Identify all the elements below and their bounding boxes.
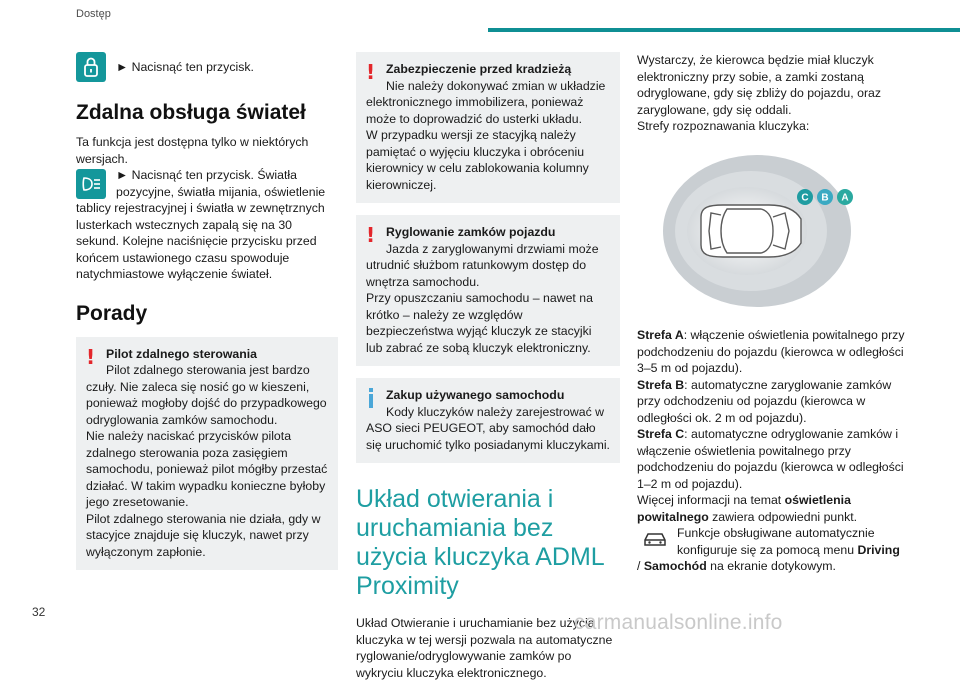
remote-note-title: Pilot zdalnego sterowania <box>106 346 258 361</box>
info-icon <box>366 388 378 408</box>
remote-control-note <box>76 337 338 571</box>
menu-car: Samochód <box>643 559 707 573</box>
zone-a-text: : włączenie oświetlenia powitalnego przy podchodzeniu do pojazdu (kierowca w odległości 3–5 m od pojazdu). <box>637 328 905 375</box>
column-left <box>76 52 338 570</box>
used-note-first-line: Kody kluczyków należy zarejestrować w <box>386 404 605 419</box>
lock-note-first-line: Jazda z zaryglowanymi drzwiami może <box>386 241 599 256</box>
remote-lights-step <box>76 167 338 283</box>
zone-b-label: Strefa B <box>637 377 685 392</box>
headlight-icon <box>76 169 106 199</box>
config-second: konfiguruje się za pomocą menu <box>677 542 858 557</box>
watermark: carmanualsonline.info <box>574 611 783 634</box>
page-number: 32 <box>32 605 46 619</box>
used-note-title: Zakup używanego samochodu <box>386 388 565 402</box>
column-right <box>637 52 905 575</box>
theft-note-title: Zabezpieczenie przed kradzieżą <box>386 62 572 76</box>
door-locking-note <box>356 215 620 366</box>
welcome-lighting-link[interactable]: oświetlenia powitalnego <box>637 493 851 524</box>
remote-note-rest <box>86 379 328 561</box>
used-note-rest <box>366 420 610 453</box>
remote-note-first-line: Pilot zdalnego sterowania jest bardzo <box>106 363 310 377</box>
remote-lights-heading: Zdalna obsługa świateł <box>76 101 306 124</box>
adml-heading: Układ otwierania i uruchamiania bez użycia kluczyka ADML Proximity <box>356 485 604 600</box>
proximity-intro: Wystarczy, że kierowca będzie miał kluczyk elektroniczny przy sobie, a zamki zostaną odryglowane, gdy się zbliży do pojazdu, oraz zaryglowane, gdy się oddali. <box>637 53 882 117</box>
adml-body: Układ Otwieranie i uruchamianie bez użycia kluczyka w tej wersji pozwala na automatyczne ryglowanie/odryglowywanie zamków po wykryciu kluczyka elektronicznego. <box>356 616 613 680</box>
more-info-prefix: Więcej informacji na temat <box>637 493 785 507</box>
column-middle <box>356 52 620 681</box>
warning-icon: ! <box>366 60 376 84</box>
zone-a-badge-label: A <box>841 192 849 204</box>
lock-step-text: ► Nacisnąć ten przycisk. <box>116 60 254 74</box>
theft-note-first-line: Nie należy dokonywać zmian w układzie <box>386 78 606 93</box>
remote-note-p3: Pilot zdalnego sterowania nie działa, gdy w stacyjce znajduje się kluczyk, nawet przy wyłączonym zapłonie. <box>86 511 321 559</box>
warning-icon: ! <box>366 223 376 247</box>
theft-note-p1: elektronicznego immobilizera, ponieważ może to doprowadzić do usterki układu. <box>366 95 584 126</box>
lock-icon <box>76 52 106 82</box>
more-info-suffix: zawiera odpowiedni punkt. <box>708 509 858 524</box>
config-first: Funkcje obsługiwane automatycznie <box>677 526 875 540</box>
zone-a-label: Strefa A <box>637 328 684 342</box>
config-separator: / <box>637 559 644 573</box>
remote-note-p1: czuły. Nie zaleca się nosić go w kieszeni, ponieważ mogłoby dojść do przypadkowego odryglowania zamków samochodu. <box>86 379 327 427</box>
car-icon <box>637 525 673 553</box>
zone-c-badge-label: C <box>801 192 809 204</box>
zone-a-desc <box>637 327 905 377</box>
header-accent-bar <box>488 28 960 32</box>
lock-note-p1: utrudnić służbom ratunkowym dostęp do wnętrza samochodu. <box>366 258 587 289</box>
remote-lights-intro: Ta funkcja jest dostępna tylko w niektórych wersjach. <box>76 135 309 166</box>
remote-note-p2: Nie należy naciskać przycisków pilota zdalnego sterowania poza zasięgiem samochodu, ponieważ pilot mógłby przestać działać. W takim wypadku konieczne byłoby jego zresetowanie. <box>86 429 328 509</box>
used-car-note <box>356 378 620 463</box>
theft-note-rest <box>366 94 610 193</box>
car-top-view <box>701 205 801 257</box>
more-info <box>637 492 905 525</box>
lock-note-title: Ryglowanie zamków pojazdu <box>386 225 556 239</box>
remote-lights-step-first: ► Nacisnąć ten przycisk. Światła <box>116 168 297 182</box>
menu-driving: Driving <box>857 542 900 557</box>
config-paragraph <box>637 525 905 575</box>
remote-lights-step-rest: pozycyjne, światła mijania, oświetlenie tablicy rejestracyjnej i światła w zewnętrznych lusterkach wstecznych zapalą się na 30 sekund. Kolejne naciśnięcie przycisku przed końcem ustawionego czasu spowoduje natychmiastowe wyłączenie świateł. <box>76 184 326 281</box>
theft-note-p2: W przypadku wersji ze stacyjką należy pamiętać o wyjęciu kluczyka i obróceniu kierownicy w celu zablokowania kolumny kierowniczej. <box>366 128 589 192</box>
lock-step-row <box>76 52 338 82</box>
zone-c-text: : automatyczne odryglowanie zamków i włączenie oświetlenia powitalnego przy podchodzeniu do pojazdu (kierowca w odległości 1–2 m od pojazdu). <box>637 427 904 491</box>
key-zones-diagram <box>661 149 853 309</box>
used-note-p1: ASO sieci PEUGEOT, aby samochód dało się uruchomić tylko posiadanymi kluczykami. <box>366 421 610 452</box>
header-section-title: Dostęp <box>76 8 111 20</box>
advice-heading: Porady <box>76 301 148 325</box>
zone-badges <box>797 189 853 205</box>
zone-b-desc <box>637 377 905 427</box>
zone-c-desc <box>637 426 905 492</box>
lock-note-rest <box>366 257 610 356</box>
zone-c-label: Strefa C <box>637 427 685 441</box>
config-end: na ekranie dotykowym. <box>706 559 836 573</box>
zone-b-text: : automatyczne zaryglowanie zamków przy odchodzeniu od pojazdu (kierowca w odległości ok. 2 m od pojazdu). <box>637 377 892 425</box>
zones-label: Strefy rozpoznawania kluczyka: <box>637 119 810 133</box>
warning-icon: ! <box>86 344 96 369</box>
theft-protection-note <box>356 52 620 203</box>
lock-note-p2: Przy opuszczaniu samochodu – nawet na krótko – należy ze względów bezpieczeństwa wyjąć kluczyk ze stacyjki lub zabrać ze sobą kluczyk elektroniczny. <box>366 291 593 355</box>
zone-b-badge-label: B <box>821 192 829 204</box>
